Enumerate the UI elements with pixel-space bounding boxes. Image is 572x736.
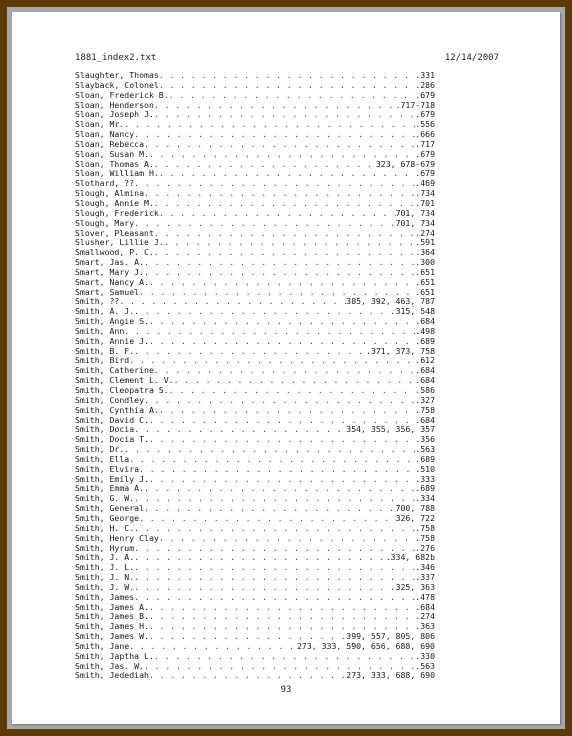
entry-pages: .684 xyxy=(415,376,435,386)
entry-pages: .563 xyxy=(415,445,435,455)
dot-leader xyxy=(154,199,415,209)
dot-leader xyxy=(144,662,415,672)
entry-name: Smith, Docia T. xyxy=(75,435,149,445)
dot-leader xyxy=(144,189,415,199)
index-entry xyxy=(75,189,435,199)
entry-name: Smith, Jas. W. xyxy=(75,661,145,671)
entry-pages: .286 xyxy=(415,80,435,90)
entry-name: Smith, Cynthia A. xyxy=(75,405,159,415)
entry-name: Slothard, ?? xyxy=(75,179,135,189)
entry-name: Smart, Jas. A. xyxy=(75,258,145,268)
entry-pages: 323, 678-679 xyxy=(375,159,435,169)
dot-leader xyxy=(139,465,415,475)
entry-pages: .679 xyxy=(415,169,435,179)
index-entry xyxy=(75,219,435,229)
entry-name: Smith, Emma A. xyxy=(75,484,145,494)
entry-name: Smith, G. W. xyxy=(75,494,135,504)
index-entry xyxy=(75,297,435,307)
dot-leader xyxy=(149,435,415,445)
dot-leader xyxy=(124,445,415,455)
entry-pages: 700, 788 xyxy=(395,504,435,514)
dot-leader xyxy=(134,425,346,435)
entry-name: Smith, J. L. xyxy=(75,563,135,573)
entry-name: Smith, J. W. xyxy=(75,582,135,592)
index-entry xyxy=(75,583,435,593)
index-entry xyxy=(75,563,435,573)
entry-name: Smith, Jedediah xyxy=(75,671,149,681)
entry-name: Smith, George xyxy=(75,513,140,523)
index-entry xyxy=(75,169,435,179)
dot-leader xyxy=(169,91,416,101)
entry-name: Smith, Dr. xyxy=(75,445,125,455)
entry-name: Smith, H. C. xyxy=(75,523,135,533)
index-entry xyxy=(75,455,435,465)
dot-leader xyxy=(149,671,346,681)
entry-name: Smith, James A. xyxy=(75,602,149,612)
entry-name: Sloan, Rebecca xyxy=(75,139,145,149)
entry-name: Smith, Condley xyxy=(75,395,145,405)
dot-leader xyxy=(154,160,376,170)
dot-leader xyxy=(149,317,415,327)
dot-leader xyxy=(149,150,415,160)
entry-pages: .689 xyxy=(415,454,435,464)
index-entry xyxy=(75,199,435,209)
index-entry xyxy=(75,396,435,406)
dot-leader xyxy=(134,179,415,189)
entry-pages: .612 xyxy=(415,356,435,366)
index-entry xyxy=(75,229,435,239)
dot-leader xyxy=(169,386,416,396)
entry-pages: .586 xyxy=(415,386,435,395)
entry-pages: .734 xyxy=(415,189,435,199)
dot-leader xyxy=(139,514,395,524)
index-entry xyxy=(75,534,435,544)
index-entry xyxy=(75,524,435,534)
dot-leader xyxy=(154,110,415,120)
entry-name: Smith, James W. xyxy=(75,632,149,642)
index-entry xyxy=(75,140,435,150)
dot-leader xyxy=(144,396,415,406)
entry-name: Sloan, Nancy xyxy=(75,130,135,140)
entry-name: Slough, Mary xyxy=(75,218,135,228)
dot-leader xyxy=(159,534,415,544)
index-entry xyxy=(75,248,435,258)
index-entry xyxy=(75,514,435,524)
index-entry xyxy=(75,376,435,386)
entry-pages: .651 xyxy=(415,267,435,277)
index-entry xyxy=(75,71,435,81)
index-entry xyxy=(75,327,435,337)
index-entry xyxy=(75,288,435,298)
entry-name: Smallwood, P. C. xyxy=(75,248,154,258)
dot-leader xyxy=(149,622,415,632)
index-entry xyxy=(75,632,435,642)
index-entry xyxy=(75,652,435,662)
index-entry xyxy=(75,553,435,563)
index-entry xyxy=(75,130,435,140)
index-entry xyxy=(75,425,435,435)
entry-pages: 325, 363 xyxy=(395,582,435,592)
entry-pages: .701 xyxy=(415,198,435,208)
index-entry xyxy=(75,416,435,426)
entry-name: Sloan, Frederick B. xyxy=(75,90,169,100)
index-entry-list xyxy=(75,71,435,681)
entry-name: Smith, J. A. xyxy=(75,553,135,563)
dot-leader xyxy=(129,642,297,652)
index-entry xyxy=(75,268,435,278)
dot-leader xyxy=(144,140,415,150)
entry-name: Sloan, Henderson xyxy=(75,100,154,110)
index-entry xyxy=(75,366,435,376)
index-entry xyxy=(75,101,435,111)
index-entry xyxy=(75,386,435,396)
dot-leader xyxy=(129,356,415,366)
index-entry xyxy=(75,160,435,170)
entry-pages: 326, 722 xyxy=(395,513,435,523)
index-entry xyxy=(75,573,435,583)
entry-name: Slusher, Lillie J. xyxy=(75,238,164,248)
entry-name: Slough, Almina xyxy=(75,189,145,199)
dot-leader xyxy=(159,81,415,91)
entry-pages: 399, 557, 805, 806 xyxy=(346,632,435,642)
dot-leader xyxy=(154,248,415,258)
index-entry xyxy=(75,81,435,91)
dot-leader xyxy=(134,553,386,563)
entry-name: Slayback, Colonel xyxy=(75,80,159,90)
entry-pages: .679 xyxy=(415,110,435,120)
entry-pages: 701, 734 xyxy=(395,218,435,228)
entry-pages: .651 xyxy=(415,287,435,297)
entry-pages: .556 xyxy=(415,120,435,130)
entry-pages: .717-718 xyxy=(395,100,435,110)
dot-leader xyxy=(124,327,415,337)
entry-name: Smith, Docia xyxy=(75,425,135,435)
dot-leader xyxy=(149,475,415,485)
entry-name: Smith, ?? xyxy=(75,297,120,307)
entry-name: Smith, Angie S. xyxy=(75,317,149,327)
index-entry xyxy=(75,435,435,445)
entry-pages: 273, 333, 590, 656, 688, 690 xyxy=(296,641,435,651)
dot-leader xyxy=(144,504,396,514)
entry-pages: .563 xyxy=(415,661,435,671)
entry-name: Slover, Pleasant xyxy=(75,228,154,238)
entry-pages: .274 xyxy=(415,228,435,238)
entry-pages: .327 xyxy=(415,395,435,405)
index-entry xyxy=(75,179,435,189)
entry-pages: .331 xyxy=(415,71,435,80)
entry-name: Sloan, Mr. xyxy=(75,120,125,130)
entry-name: Smith, Clement L. V. xyxy=(75,376,174,386)
entry-name: Smith, Japtha L. xyxy=(75,651,154,661)
entry-pages: .679 xyxy=(415,149,435,159)
index-entry xyxy=(75,150,435,160)
dot-leader xyxy=(134,130,415,140)
file-name-header: 1881_index2.txt xyxy=(75,53,157,63)
entry-name: Smith, Jane xyxy=(75,641,130,651)
entry-pages: 273, 333, 688, 690 xyxy=(346,671,435,681)
entry-name: Smith, Emily J. xyxy=(75,474,149,484)
dot-leader xyxy=(149,632,346,642)
entry-pages: .689 xyxy=(415,484,435,494)
entry-pages: .679 xyxy=(415,90,435,100)
entry-pages: .274 xyxy=(415,612,435,622)
dot-leader xyxy=(154,652,415,662)
dot-leader xyxy=(149,337,415,347)
entry-pages: 315, 548 xyxy=(395,307,435,317)
index-entry xyxy=(75,504,435,514)
index-entry xyxy=(75,120,435,130)
entry-pages: .478 xyxy=(415,592,435,602)
dot-leader xyxy=(159,406,415,416)
entry-pages: .364 xyxy=(415,248,435,258)
entry-name: Smith, Henry Clay xyxy=(75,533,159,543)
entry-name: Smith, Ann xyxy=(75,326,125,336)
entry-pages: .333 xyxy=(415,474,435,484)
index-entry xyxy=(75,465,435,475)
entry-name: Smith, Catherine xyxy=(75,366,154,376)
entry-pages: .334 xyxy=(415,494,435,504)
entry-pages: .346 xyxy=(415,563,435,573)
dot-leader xyxy=(134,544,415,554)
date-header: 12/14/2007 xyxy=(444,53,499,63)
index-entry xyxy=(75,484,435,494)
entry-pages: .758 xyxy=(415,523,435,533)
dot-leader xyxy=(154,366,415,376)
entry-pages: .469 xyxy=(415,179,435,189)
entry-pages: .651 xyxy=(415,277,435,287)
entry-pages: .684 xyxy=(415,317,435,327)
entry-name: Smart, Nancy A. xyxy=(75,277,149,287)
entry-name: Sloan, Joseph J. xyxy=(75,110,154,120)
index-entry xyxy=(75,494,435,504)
entry-pages: 385, 392, 463, 787 xyxy=(346,297,435,307)
dot-leader xyxy=(149,278,415,288)
entry-pages: .684 xyxy=(415,415,435,425)
entry-name: Smith, J. N. xyxy=(75,573,135,583)
index-entry xyxy=(75,209,435,219)
entry-pages: 354, 355, 356, 357 xyxy=(346,425,435,435)
index-entry xyxy=(75,110,435,120)
dot-leader xyxy=(159,71,415,81)
dot-leader xyxy=(144,484,415,494)
index-entry xyxy=(75,337,435,347)
entry-pages: .330 xyxy=(415,651,435,661)
entry-name: Smith, Hyrum xyxy=(75,543,135,553)
dot-leader xyxy=(139,288,415,298)
dot-leader xyxy=(144,258,415,268)
entry-pages: .498 xyxy=(415,326,435,336)
index-entry xyxy=(75,278,435,288)
index-entry xyxy=(75,91,435,101)
entry-name: Smith, James H. xyxy=(75,622,149,632)
dot-leader xyxy=(144,268,415,278)
index-entry xyxy=(75,238,435,248)
dot-leader xyxy=(134,563,415,573)
entry-pages: .356 xyxy=(415,435,435,445)
entry-name: Smith, James B. xyxy=(75,612,149,622)
entry-name: Smith, B. F. xyxy=(75,346,135,356)
dot-leader xyxy=(134,494,415,504)
dot-leader xyxy=(174,376,416,386)
index-entry xyxy=(75,317,435,327)
index-entry xyxy=(75,671,435,681)
entry-pages: .371, 373, 758 xyxy=(365,346,435,356)
entry-pages: .337 xyxy=(415,573,435,583)
entry-pages: .276 xyxy=(415,543,435,553)
entry-name: Sloan, William H. xyxy=(75,169,159,179)
entry-pages: 701, 734 xyxy=(395,208,435,218)
entry-pages: .717 xyxy=(415,139,435,149)
entry-name: Smith, James xyxy=(75,592,135,602)
entry-pages: .363 xyxy=(415,622,435,632)
dot-leader xyxy=(159,169,415,179)
entry-name: Smith, Ella xyxy=(75,454,130,464)
index-entry xyxy=(75,307,435,317)
dot-leader xyxy=(129,455,415,465)
dot-leader xyxy=(154,101,396,111)
entry-name: Sloan, Susan M. xyxy=(75,149,149,159)
entry-name: Smith, A. J. xyxy=(75,307,135,317)
dot-leader xyxy=(154,229,415,239)
index-entry xyxy=(75,258,435,268)
entry-name: Smith, General xyxy=(75,504,145,514)
index-entry xyxy=(75,642,435,652)
entry-pages: .689 xyxy=(415,336,435,346)
entry-pages: .684 xyxy=(415,366,435,376)
entry-name: Slaughter, Thomas xyxy=(75,71,159,80)
index-entry xyxy=(75,622,435,632)
entry-pages: .758 xyxy=(415,533,435,543)
entry-name: Smith, Annie J. xyxy=(75,336,149,346)
index-entry xyxy=(75,544,435,554)
entry-name: Slough, Annie M. xyxy=(75,198,154,208)
entry-name: Smith, Bird xyxy=(75,356,130,366)
document-page xyxy=(12,12,560,724)
entry-pages: .510 xyxy=(415,464,435,474)
index-entry xyxy=(75,662,435,672)
dot-leader xyxy=(159,209,396,219)
dot-leader xyxy=(134,307,395,317)
dot-leader xyxy=(124,120,415,130)
index-entry xyxy=(75,347,435,357)
entry-pages: .758 xyxy=(415,405,435,415)
page-number: 93 xyxy=(280,685,292,695)
dot-leader xyxy=(134,347,366,357)
index-entry xyxy=(75,475,435,485)
entry-name: Smith, Elvira xyxy=(75,464,140,474)
dot-leader xyxy=(149,612,415,622)
entry-name: Smith, Cleopatra S. xyxy=(75,386,169,395)
dot-leader xyxy=(164,238,416,248)
dot-leader xyxy=(134,219,395,229)
entry-pages: .334, 682b xyxy=(385,553,435,563)
entry-pages: .300 xyxy=(415,258,435,268)
dot-leader xyxy=(134,593,415,603)
index-entry xyxy=(75,593,435,603)
entry-pages: .591 xyxy=(415,238,435,248)
entry-pages: .684 xyxy=(415,602,435,612)
dot-leader xyxy=(134,573,415,583)
index-entry xyxy=(75,406,435,416)
index-entry xyxy=(75,603,435,613)
dot-leader xyxy=(149,603,415,613)
entry-name: Smart, Mary J. xyxy=(75,267,145,277)
index-entry xyxy=(75,356,435,366)
entry-pages: .666 xyxy=(415,130,435,140)
entry-name: Smart, Samuel xyxy=(75,287,140,297)
dot-leader xyxy=(119,297,346,307)
entry-name: Slough, Frederick xyxy=(75,208,159,218)
dot-leader xyxy=(149,416,415,426)
index-entry xyxy=(75,612,435,622)
entry-name: Smith, David C. xyxy=(75,415,149,425)
dot-leader xyxy=(134,524,415,534)
index-entry xyxy=(75,445,435,455)
entry-name: Sloan, Thomas A. xyxy=(75,159,154,169)
dot-leader xyxy=(134,583,395,593)
